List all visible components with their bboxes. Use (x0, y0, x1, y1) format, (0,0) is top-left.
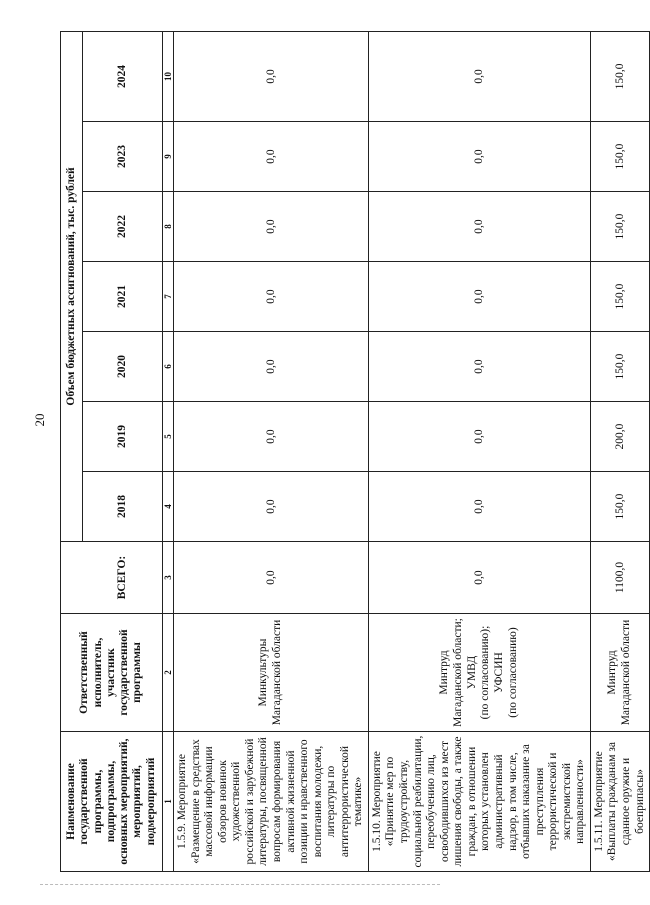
column-number: 1 (163, 732, 174, 872)
executor-line: УФСИН (493, 652, 506, 693)
row-value: 0,0 (174, 472, 369, 542)
page-number: 20 (32, 413, 47, 427)
executor-line: (по согласованию); (479, 625, 492, 720)
row-value: 150,0 (590, 122, 649, 192)
row-value: 0,0 (174, 332, 369, 402)
row-value: 150,0 (590, 332, 649, 402)
row-value: 150,0 (590, 192, 649, 262)
row-value: 150,0 (590, 31, 649, 121)
header-year: 2022 (83, 192, 163, 262)
row-value: 0,0 (174, 122, 369, 192)
row-name: 1.5.10. Мероприятие «Принятие мер по трудоустройству, социальной реабилитации, переобучению лиц, освободившихся из мест лишения свободы, а также граждан, в отношении которых установлен административный надзор, в том числе, отбывших наказание за преступления террористической и экстремистской направленности» (368, 732, 590, 872)
row-value: 0,0 (368, 332, 590, 402)
column-number: 9 (163, 122, 174, 192)
row-total: 0,0 (174, 542, 369, 614)
row-value: 0,0 (368, 262, 590, 332)
row-value: 150,0 (590, 262, 649, 332)
column-number: 5 (163, 402, 174, 472)
row-value: 200,0 (590, 402, 649, 472)
table-row (590, 31, 649, 871)
table-row (368, 31, 590, 871)
table-row (174, 31, 369, 871)
executor-line: (по согласованию) (506, 627, 519, 718)
row-executor (368, 614, 590, 732)
header-executor: Ответственный исполнитель, участник государственной программы (61, 614, 163, 732)
row-value: 0,0 (174, 192, 369, 262)
executor-line: Минкультуры Магаданской области (257, 619, 283, 726)
footer-divider (40, 884, 440, 885)
row-value: 0,0 (368, 122, 590, 192)
header-total-spacer (61, 542, 83, 614)
column-number: 4 (163, 472, 174, 542)
row-value: 0,0 (368, 31, 590, 121)
row-total: 1100,0 (590, 542, 649, 614)
row-value: 150,0 (590, 472, 649, 542)
header-total: ВСЕГО: (83, 542, 163, 614)
column-number: 3 (163, 542, 174, 614)
column-number: 8 (163, 192, 174, 262)
row-executor (174, 614, 369, 732)
executor-line: Минтруд Магаданской области (606, 619, 632, 726)
row-value: 0,0 (368, 192, 590, 262)
header-budget-group: Объем бюджетных ассигнований, тыс. рублей (61, 31, 83, 541)
row-value: 0,0 (368, 472, 590, 542)
row-executor (590, 614, 649, 732)
header-year: 2019 (83, 402, 163, 472)
column-number: 7 (163, 262, 174, 332)
header-year: 2020 (83, 332, 163, 402)
row-value: 0,0 (174, 402, 369, 472)
row-value: 0,0 (368, 402, 590, 472)
row-value: 0,0 (174, 262, 369, 332)
row-name: 1.5.9. Мероприятие «Размещение в средствах массовой информации обзоров новинок художественной российской и зарубежной литературы, посвященной вопросам формирования активной жизненной позиции и нравственного воспитания молодежи, литературы по антитеррористической тематике» (174, 732, 369, 872)
header-year: 2021 (83, 262, 163, 332)
row-total: 0,0 (368, 542, 590, 614)
column-number: 6 (163, 332, 174, 402)
executor-line: УМВД (465, 655, 478, 690)
row-name: 1.5.11. Мероприятие «Выплаты гражданам за сданное оружие и боеприпасы» (590, 732, 649, 872)
header-year: 2024 (83, 31, 163, 121)
executor-line: Минтруд Магаданской области; (437, 618, 464, 727)
header-year: 2018 (83, 472, 163, 542)
column-number: 2 (163, 614, 174, 732)
rotated-table-wrapper (60, 32, 646, 872)
header-name: Наименование государственной программы, подпрограммы, основных мероприятий, мероприятий, подмероприятий (61, 732, 163, 872)
row-value: 0,0 (174, 31, 369, 121)
header-year: 2023 (83, 122, 163, 192)
budget-table (60, 31, 650, 872)
column-number: 10 (163, 31, 174, 121)
